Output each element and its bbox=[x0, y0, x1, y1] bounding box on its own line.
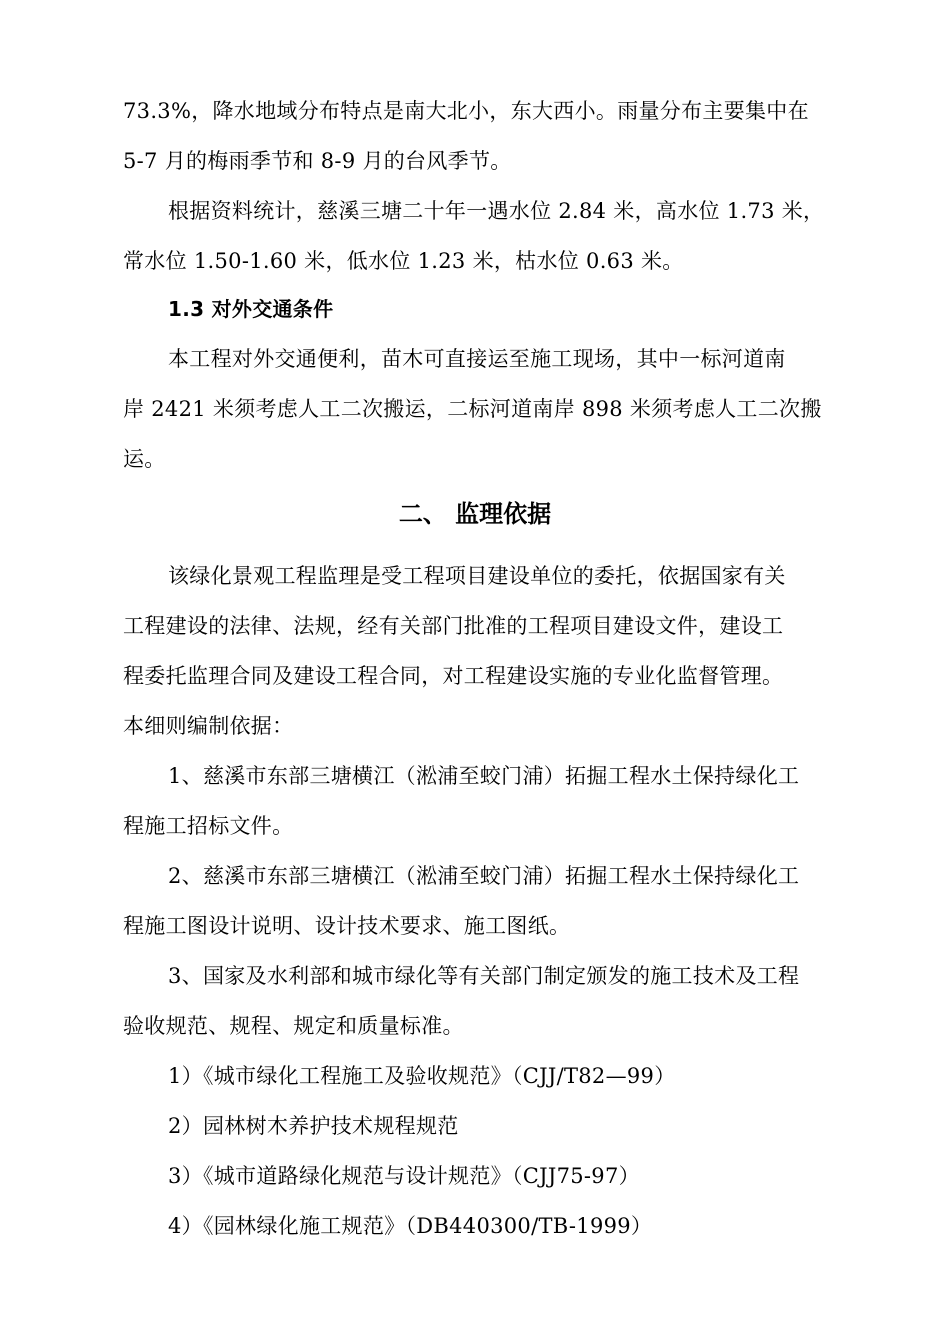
traffic-line-1: 本工程对外交通便利，苗木可直接运至施工现场，其中一标河道南 bbox=[168, 347, 786, 371]
section-1-3-heading: 1.3 对外交通条件 bbox=[168, 297, 334, 321]
basis-item-3-line-2: 验收规范、规程、规定和质量标准。 bbox=[123, 1014, 464, 1038]
basis-item-2-line-1: 2、慈溪市东部三塘横江（淞浦至蛟门浦）拓掘工程水土保持绿化工 bbox=[168, 864, 800, 888]
standard-item-1: 1）《城市绿化工程施工及验收规范》（CJJ/T82—99） bbox=[168, 1064, 676, 1088]
basis-item-2-line-2: 程施工图设计说明、设计技术要求、施工图纸。 bbox=[123, 914, 571, 938]
traffic-line-3: 运。 bbox=[123, 447, 166, 471]
basis-intro-line-3: 程委托监理合同及建设工程合同，对工程建设实施的专业化监督管理。 bbox=[123, 664, 784, 688]
standard-item-3: 3）《城市道路绿化规范与设计规范》（CJJ75-97） bbox=[168, 1164, 640, 1188]
rain-stats-line-1: 73.3%，降水地域分布特点是南大北小，东大西小。雨量分布主要集中在 bbox=[123, 99, 809, 123]
basis-intro-line-4: 本细则编制依据： bbox=[123, 714, 294, 738]
water-level-line-2: 常水位 1.50-1.60 米，低水位 1.23 米，枯水位 0.63 米。 bbox=[123, 249, 684, 273]
basis-item-3-line-1: 3、国家及水利部和城市绿化等有关部门制定颁发的施工技术及工程 bbox=[168, 964, 800, 988]
chapter-heading: 二、 监理依据 bbox=[398, 500, 552, 528]
basis-item-1-line-1: 1、慈溪市东部三塘横江（淞浦至蛟门浦）拓掘工程水土保持绿化工 bbox=[168, 764, 800, 788]
traffic-line-2: 岸 2421 米须考虑人工二次搬运，二标河道南岸 898 米须考虑人工二次搬 bbox=[123, 397, 822, 421]
rain-stats-line-2: 5-7 月的梅雨季节和 8-9 月的台风季节。 bbox=[123, 149, 512, 173]
basis-intro-line-2: 工程建设的法律、法规，经有关部门批准的工程项目建设文件，建设工 bbox=[123, 614, 784, 638]
basis-item-1-line-2: 程施工招标文件。 bbox=[123, 814, 294, 838]
basis-intro-line-1: 该绿化景观工程监理是受工程项目建设单位的委托，依据国家有关 bbox=[168, 564, 786, 588]
standard-item-4: 4）《园林绿化施工规范》（DB440300/TB-1999） bbox=[168, 1214, 653, 1238]
standard-item-2: 2）园林树木养护技术规程规范 bbox=[168, 1114, 459, 1138]
water-level-line-1: 根据资料统计，慈溪三塘二十年一遇水位 2.84 米，高水位 1.73 米， bbox=[168, 199, 825, 223]
